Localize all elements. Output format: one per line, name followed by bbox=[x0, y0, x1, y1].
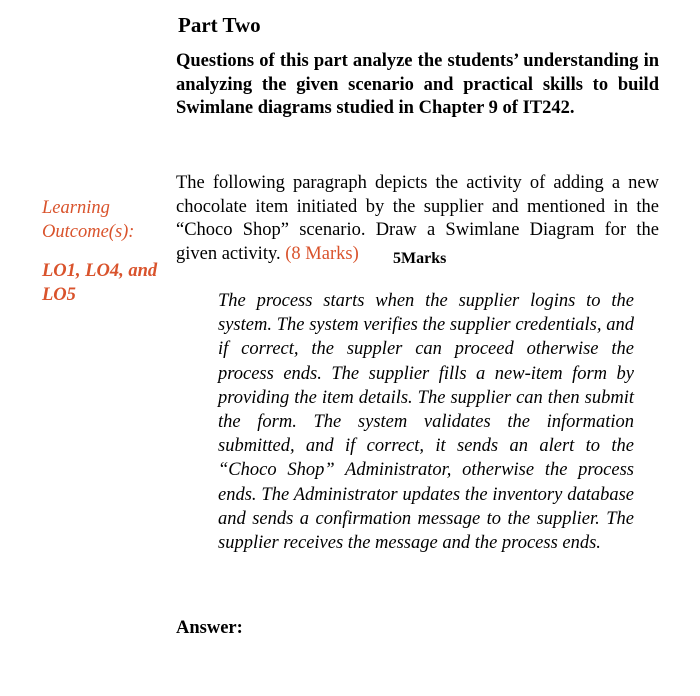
scenario-paragraph: The process starts when the supplier logins to the system. The system verifies the supplier credentials, and if correct, the suppler can proceed otherwise the process ends. The supplier fills a new-item form by providing the item details. The supplier can then submit the form. The system validates the information submitted, and if correct, it sends an alert to the “Choco Shop” Administrator, otherwise the process ends. The Administrator updates the inventory database and sends a confirmation message to the supplier. The supplier receives the message and the process ends. bbox=[218, 291, 634, 554]
overlapping-marks-label: 5Marks bbox=[393, 250, 447, 267]
answer-label: Answer: bbox=[176, 618, 243, 638]
question-marks: (8 Marks) bbox=[285, 243, 359, 264]
part-title: Part Two bbox=[178, 13, 261, 37]
question-text: The following paragraph depicts the activity of adding a new chocolate item initiated by the supplier and mentioned in the “Choco Shop” scenario. Draw a Swimlane Diagram for the given activity. bbox=[176, 173, 659, 264]
learning-outcomes-values: LO1, LO4, and LO5 bbox=[42, 261, 158, 305]
intro-paragraph: Questions of this part analyze the students’ understanding in analyzing the given scenario and practical skills to build Swimlane diagrams studied in Chapter 9 of IT242. bbox=[176, 51, 659, 118]
learning-outcomes-label: Learning Outcome(s): bbox=[42, 198, 135, 242]
